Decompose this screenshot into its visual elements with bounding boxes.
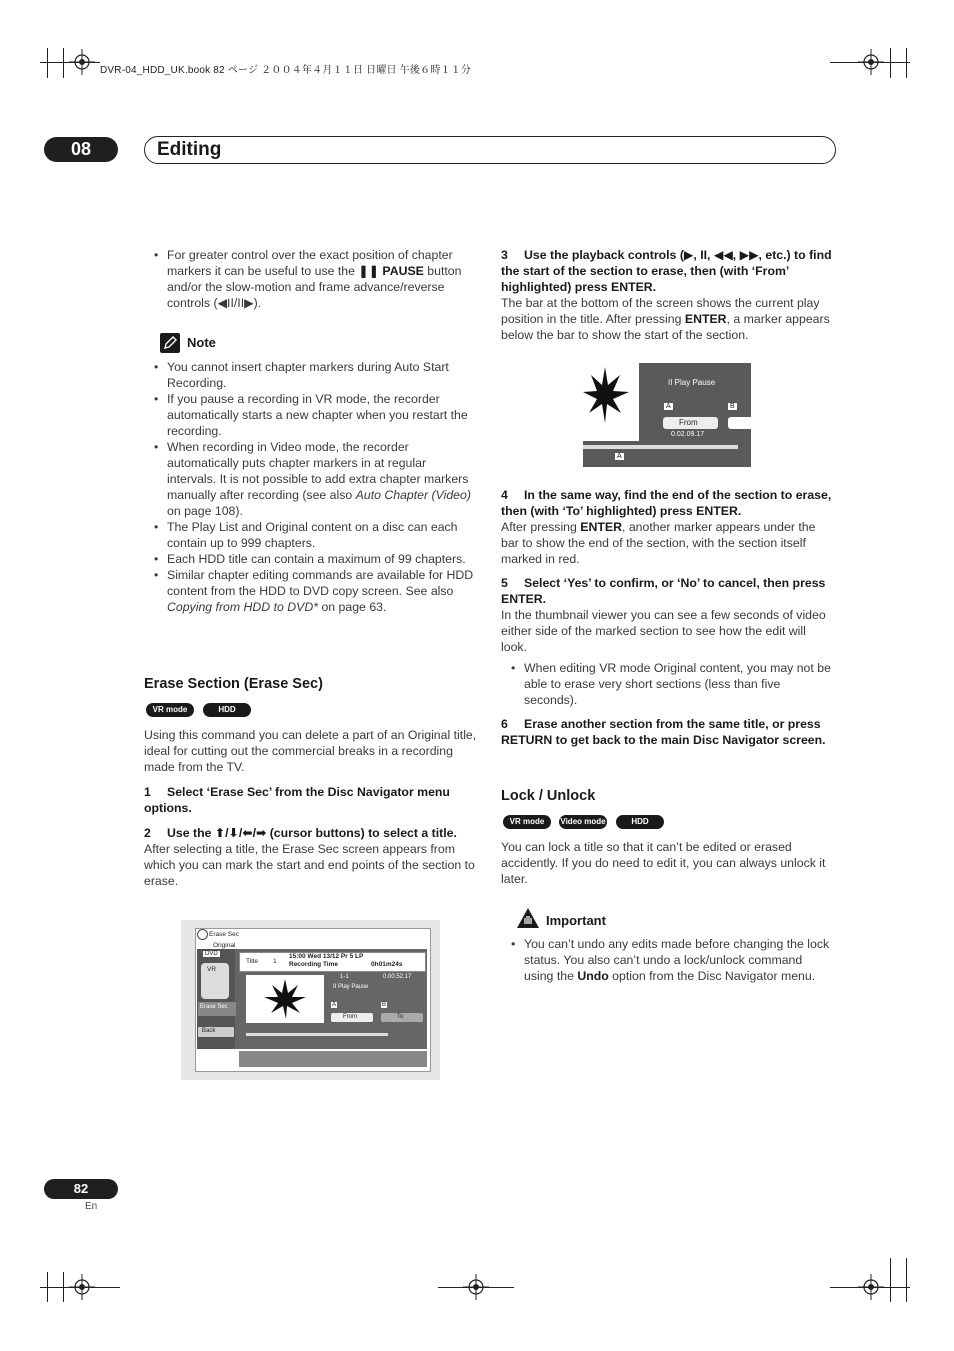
screen-tab-original: Original — [213, 942, 236, 949]
body-text: The bar at the bottom of the screen shows the current play position in the title. After pressing — [501, 296, 820, 326]
enter-label: ENTER — [684, 312, 727, 326]
step-6 — [501, 716, 835, 748]
important-text-end: option from the Disc Navigator menu. — [608, 969, 816, 983]
important-item — [501, 936, 835, 984]
registration-mark-icon — [858, 49, 884, 75]
step-3 — [501, 247, 835, 295]
step-text: Select ‘Erase Sec’ from the Disc Navigator menu options. — [144, 785, 450, 815]
important-text: You can’t undo any edits made before changing the lock status. You also can’t undo a lock/unlock command using the — [524, 937, 830, 983]
step-number: 4 — [501, 488, 508, 502]
step-1 — [144, 784, 478, 816]
badge-video-mode: Video mode — [559, 815, 607, 829]
note-item: • Each HDD title can contain a maximum of 99 chapters. — [144, 551, 478, 567]
bar-marker-a: A — [617, 453, 622, 460]
menu-erase-sec-label: Erase Sec — [200, 1004, 228, 1010]
note-item — [144, 567, 478, 615]
lock-body: You can lock a title so that it can’t be edited or erased accidently. If you do need to edit it, you can always unlock it later. — [501, 840, 826, 886]
note-ref: Auto Chapter (Video) — [355, 488, 471, 502]
crop-mark — [47, 48, 48, 78]
badge-vr-mode: VR mode — [146, 703, 194, 717]
crop-mark — [63, 48, 64, 78]
registration-mark-icon — [69, 1274, 95, 1300]
rec-time-label: Recording Time — [289, 961, 339, 968]
body-text-end: , another marker appears under the bar to show the end of the section, with the section itself marked in red. — [501, 520, 816, 566]
step-number: 6 — [501, 717, 508, 731]
step-5-bullet: • When editing VR mode Original content, you may not be able to erase very short sections (less than five seconds). — [501, 660, 835, 708]
intro-text: For greater control over the exact position of chapter markers it can be useful to use the — [167, 248, 453, 278]
erase-sec-screen — [181, 920, 440, 1080]
leaf-icon — [583, 367, 629, 423]
from-marker-screen — [583, 363, 751, 467]
important-label: Important — [546, 913, 606, 928]
crop-mark — [890, 48, 891, 78]
note-item — [144, 439, 478, 519]
step-number: 3 — [501, 248, 508, 262]
step-text: Use the ⬆/⬇/⬅/➡ (cursor buttons) to select a title. — [167, 826, 457, 840]
step-5 — [501, 575, 835, 607]
left-column — [144, 247, 478, 311]
section-intro: Using this command you can delete a part of an Original title, ideal for cutting out the commercial breaks in a recording made from the TV. — [144, 728, 477, 774]
intro-bullet — [144, 247, 478, 311]
right-column-top — [501, 247, 835, 343]
step-text: Select ‘Yes’ to confirm, or ‘No’ to cancel, then press ENTER. — [501, 576, 826, 606]
step-2 — [144, 825, 478, 841]
marker-b: B — [382, 1002, 387, 1008]
step-5-body: In the thumbnail viewer you can see a few seconds of video either side of the marked section to see how the edit will look. — [501, 608, 826, 654]
to-button-label: To — [397, 1014, 404, 1020]
note-label: Note — [187, 335, 216, 350]
thumbnail — [583, 363, 639, 441]
marker-a: A — [666, 403, 671, 410]
chapter-title-bar — [144, 136, 836, 164]
step-number: 1 — [144, 785, 151, 799]
badge-hdd: HDD — [203, 703, 251, 717]
note-text-end: on page 63. — [318, 600, 387, 614]
file-header: DVR-04_HDD_UK.book 82 ページ ２００４年４月１１日 日曜日 午後６時１１分 — [100, 65, 472, 76]
note-text: When recording in Video mode, the recorder automatically puts chapter markers in at regular intervals. It is not possible to add extra chapter markers manually after recording (see also — [167, 440, 469, 502]
position-arrow: ▼ — [622, 436, 628, 442]
from-button-label: From — [343, 1014, 357, 1020]
leaf-icon — [264, 979, 306, 1019]
datetime: 15:00 Wed 13/12 Pr 5 LP — [289, 953, 364, 960]
timecode: 0.02.09.17 — [671, 431, 705, 438]
registration-mark-icon — [69, 49, 95, 75]
note-text: Similar chapter editing commands are available for HDD content from the HDD to DVD copy screen. See also — [167, 568, 474, 598]
dvd-logo: DVD — [205, 951, 218, 957]
title-num: 1 — [273, 958, 277, 965]
disc-icon — [197, 929, 208, 940]
play-status: II Play Pause — [668, 378, 716, 387]
right-column-mid — [501, 487, 835, 748]
rec-time: 0h01m24s — [371, 961, 403, 968]
enter-label: ENTER — [580, 520, 622, 534]
note-icon — [160, 333, 180, 353]
step-number: 2 — [144, 826, 151, 840]
menu-back-label: Back — [202, 1028, 216, 1034]
erase-section-body — [144, 727, 478, 889]
crop-mark — [906, 48, 907, 78]
position-bar — [246, 1033, 388, 1036]
to-button[interactable] — [728, 417, 751, 429]
badge-hdd: HDD — [616, 815, 664, 829]
intro-text-end: button and/or the slow-motion and frame advance/reverse controls (◀II/II▶). — [167, 264, 462, 310]
badge-vr-mode: VR mode — [503, 815, 551, 829]
step-number: 5 — [501, 576, 508, 590]
chapter-number: 08 — [44, 137, 118, 162]
step-text: Use the playback controls (▶, II, ◀◀, ▶▶, etc.) to find the start of the section to erase, then (with ‘From’ highlighted) press ENTER. — [501, 248, 832, 294]
step-text: In the same way, find the end of the section to erase, then (with ‘To’ highlighted) press ENTER. — [501, 488, 832, 518]
page-number: 82 — [44, 1179, 118, 1199]
crop-mark — [438, 1287, 514, 1288]
step-3-body — [501, 295, 835, 343]
undo-label: Undo — [577, 969, 609, 983]
pause-label: ❚❚ PAUSE — [358, 264, 424, 278]
crop-mark — [890, 1258, 891, 1302]
thumbnail — [246, 975, 324, 1023]
title-label: Title — [246, 958, 259, 965]
chapter-num: 1-1 — [340, 974, 349, 980]
step-4 — [501, 487, 835, 519]
step-2-body: After selecting a title, the Erase Sec screen appears from which you can mark the start and end points of the section to erase. — [144, 842, 475, 888]
page-language: En — [85, 1201, 98, 1212]
body-text: After pressing — [501, 520, 581, 534]
crop-mark — [906, 1258, 907, 1302]
registration-mark-icon — [858, 1274, 884, 1300]
play-status: II Play Pause — [333, 984, 369, 990]
section-title-lock: Lock / Unlock — [501, 788, 596, 804]
step-text: Erase another section from the same title, or press RETURN to get back to the main Disc Navigator screen. — [501, 717, 826, 747]
chapter-title: Editing — [157, 139, 222, 160]
body-text-end: , a marker appears below the bar to show the start of the section. — [501, 312, 830, 342]
note-list — [144, 359, 478, 615]
from-button-label: From — [679, 418, 698, 427]
section-title-erase: Erase Section (Erase Sec) — [144, 676, 323, 692]
step-4-body — [501, 519, 835, 567]
vr-label: VR — [207, 966, 217, 973]
note-item: • If you pause a recording in VR mode, the recorder automatically starts a new chapter when you restart the recording. — [144, 391, 478, 439]
screen-header: Erase Sec — [209, 931, 239, 938]
note-text-end: on page 108). — [167, 504, 243, 518]
marker-b: B — [730, 403, 735, 410]
note-item: • The Play List and Original content on a disc can each contain up to 999 chapters. — [144, 519, 478, 551]
note-ref: Copying from HDD to DVD* — [167, 600, 319, 614]
note-item: • You cannot insert chapter markers during Auto Start Recording. — [144, 359, 478, 391]
status-bar — [239, 1051, 427, 1067]
position-bar — [583, 445, 738, 449]
timecode: 0.00.52.17 — [383, 974, 412, 980]
marker-a: A — [332, 1002, 337, 1008]
warning-icon — [516, 907, 540, 929]
important-list — [501, 936, 835, 984]
